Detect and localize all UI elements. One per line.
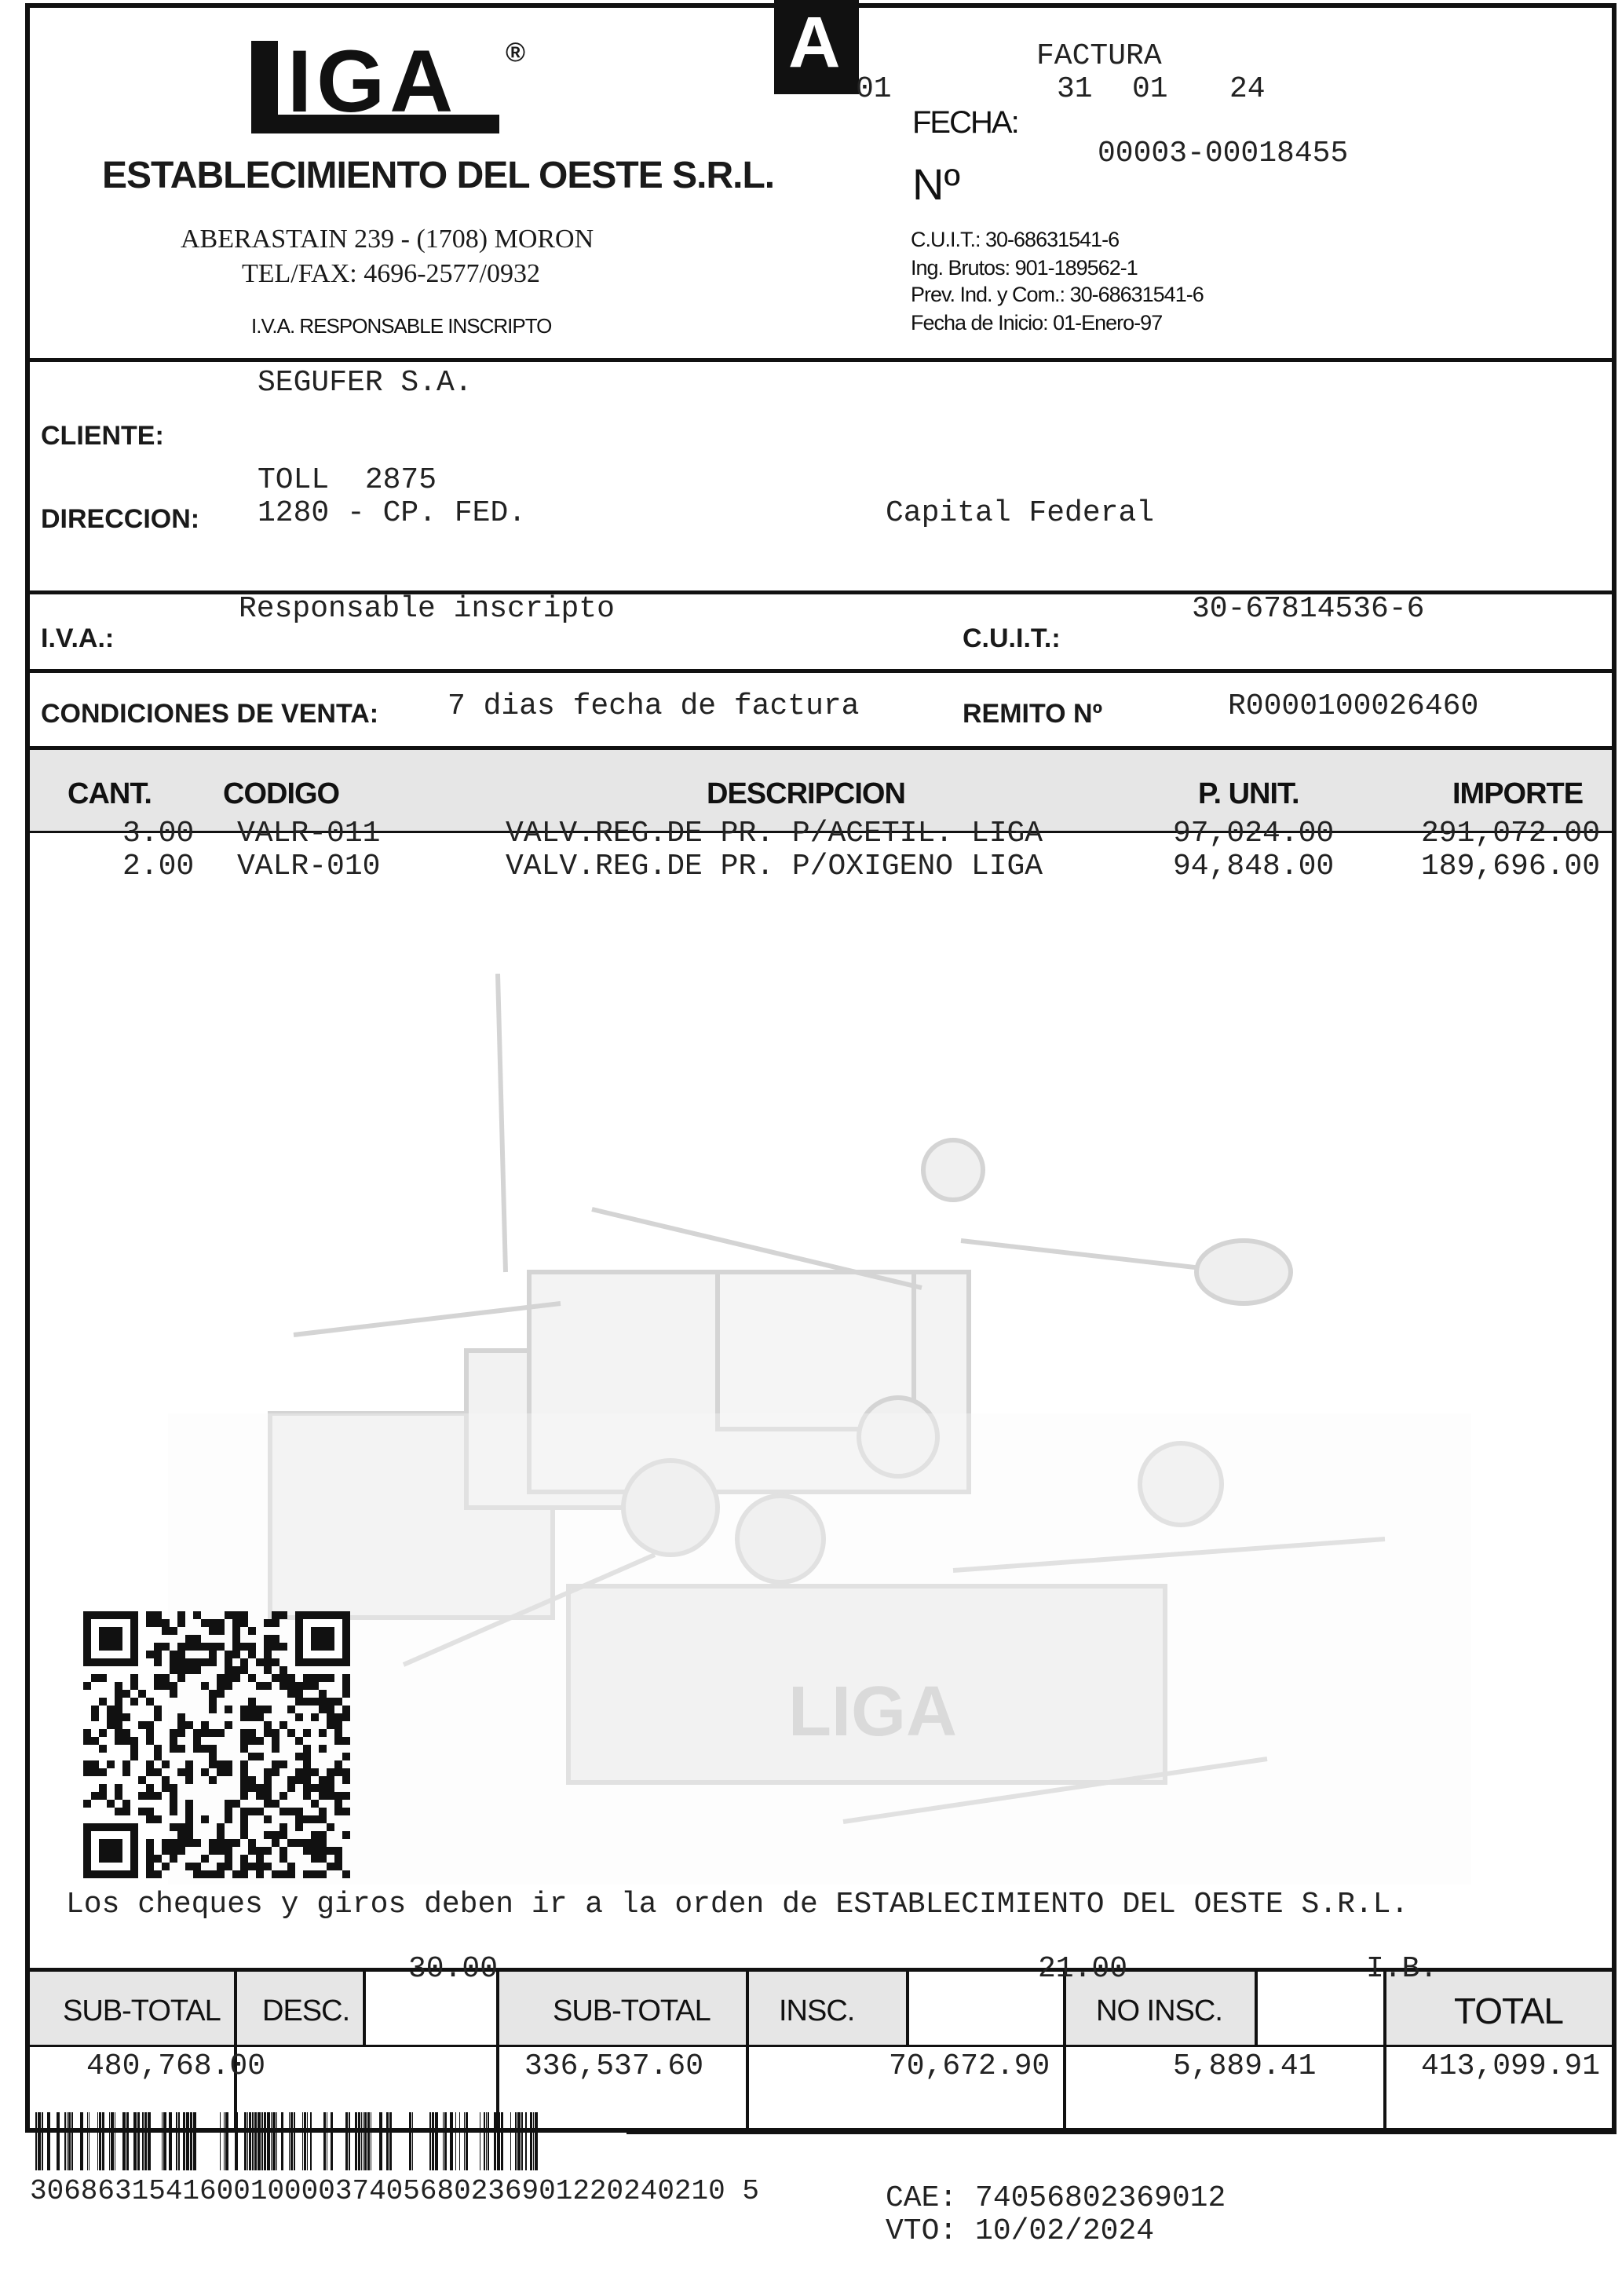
totals-col-sep [746,1969,749,2131]
company-cuit: C.U.I.T.: 30-68631541-6 [911,228,1120,251]
noinsc-value: 5,889.41 [1173,2049,1317,2083]
company-name: ESTABLECIMIENTO DEL OESTE S.R.L. [102,155,775,196]
divider-iva [25,669,1617,673]
item-importe: 291,072.00 [1421,817,1601,850]
barcode-icon [22,2112,540,2170]
invoice-code-partial: 01 [856,72,892,106]
remito-value: R0000100026460 [1228,689,1479,723]
totals-col-sep [1383,1969,1386,2131]
totals-insc-label: INSC. [779,1994,855,2027]
item-codigo: VALR-011 [237,817,381,850]
client-iva-value: Responsable inscripto [239,592,615,626]
vto-line: VTO: 10/02/2024 [886,2214,1155,2248]
direccion-label: DIRECCION: [41,504,200,534]
product-watermark-image [168,974,1471,1885]
item-cant: 3.00 [122,817,195,850]
invoice-type: FACTURA [1036,39,1162,73]
insc-rate: 21.00 [1038,1952,1128,1986]
company-ing-brutos: Ing. Brutos: 901-189562-1 [911,256,1138,280]
client-cuit-value: 30-67814536-6 [1192,592,1425,626]
col-descripcion: DESCRIPCION [707,777,905,810]
fecha-label: FECHA: [912,105,1018,140]
totals-noinsc-label: NO INSC. [1096,1994,1222,2027]
company-prev-ind: Prev. Ind. y Com.: 30-68631541-6 [911,283,1204,306]
company-logo [250,38,526,141]
client-name: SEGUFER S.A. [258,366,473,400]
company-phone: TEL/FAX: 4696-2577/0932 [242,259,540,288]
totals-bottom-line [627,2130,1617,2134]
subtotal1-value: 480,768.00 [86,2049,266,2083]
col-cant: CANT. [68,777,152,810]
invoice-letter: A [788,2,841,82]
totals-col-sep [906,1969,909,2046]
item-descripcion: VALV.REG.DE PR. P/ACETIL. LIGA [506,817,1043,850]
insc-value: 70,672.90 [889,2049,1050,2083]
date-year: 24 [1229,72,1266,106]
col-punit: P. UNIT. [1198,777,1299,810]
col-codigo: CODIGO [223,777,340,810]
company-iva-status: I.V.A. RESPONSABLE INSCRIPTO [251,314,552,338]
divider-totals-mid [25,2045,1617,2047]
total-value: 413,099.91 [1421,2049,1601,2083]
item-descripcion: VALV.REG.DE PR. P/OXIGENO LIGA [506,850,1043,883]
date-month: 01 [1132,72,1168,106]
numero-label: Nº [912,159,960,209]
liga-logo-icon [250,39,509,141]
invoice-number: 00003-00018455 [1098,137,1349,170]
client-street: TOLL 2875 [258,463,437,497]
totals-col-sep [1255,1969,1258,2046]
cae-line: CAE: 74056802369012 [886,2181,1226,2215]
svg-text:IGA: IGA [287,39,458,130]
client-city: Capital Federal [886,496,1155,530]
qr-code [83,1611,350,1878]
totals-subtotal1-label: SUB-TOTAL [63,1994,221,2027]
remito-label: REMITO Nº [963,699,1103,729]
totals-col-sep [1063,1969,1066,2131]
client-cuit-label: C.U.I.T.: [963,623,1061,653]
col-importe: IMPORTE [1452,777,1584,810]
item-cant: 2.00 [122,850,195,883]
welding-equipment-watermark-icon [168,974,1471,1885]
divider-header [25,358,1617,362]
totals-col-sep [496,1969,499,2131]
ib-label: I.B. [1366,1952,1438,1986]
totals-total-label: TOTAL [1454,1991,1563,2031]
totals-desc-label: DESC. [262,1994,350,2027]
item-importe: 189,696.00 [1421,850,1601,883]
cliente-label: CLIENTE: [41,421,164,451]
condiciones-value: 7 dias fecha de factura [448,689,860,723]
barcode [22,2112,540,2170]
desc-rate: 30.00 [408,1952,499,1986]
date-day: 31 [1057,72,1093,106]
condiciones-label: CONDICIONES DE VENTA: [41,699,379,729]
client-postal: 1280 - CP. FED. [258,496,527,530]
iva-label: I.V.A.: [41,623,115,653]
subtotal2-value: 336,537.60 [524,2049,704,2083]
item-punit: 94,848.00 [1173,850,1335,883]
company-inicio: Fecha de Inicio: 01-Enero-97 [911,311,1163,335]
item-punit: 97,024.00 [1173,817,1335,850]
registered-mark: ® [506,38,526,68]
qr-code-icon [83,1611,350,1878]
cheques-note: Los cheques y giros deben ir a la orden de ESTABLECIMIENTO DEL OESTE S.R.L. [66,1888,1409,1921]
totals-subtotal2-label: SUB-TOTAL [553,1994,711,2027]
item-codigo: VALR-010 [237,850,381,883]
barcode-number: 30686315416001000037405680236901220240210 5 [30,2175,759,2207]
totals-col-sep [363,1969,366,2046]
svg-text:LIGA: LIGA [788,1673,957,1751]
company-address: ABERASTAIN 239 - (1708) MORON [181,225,594,254]
